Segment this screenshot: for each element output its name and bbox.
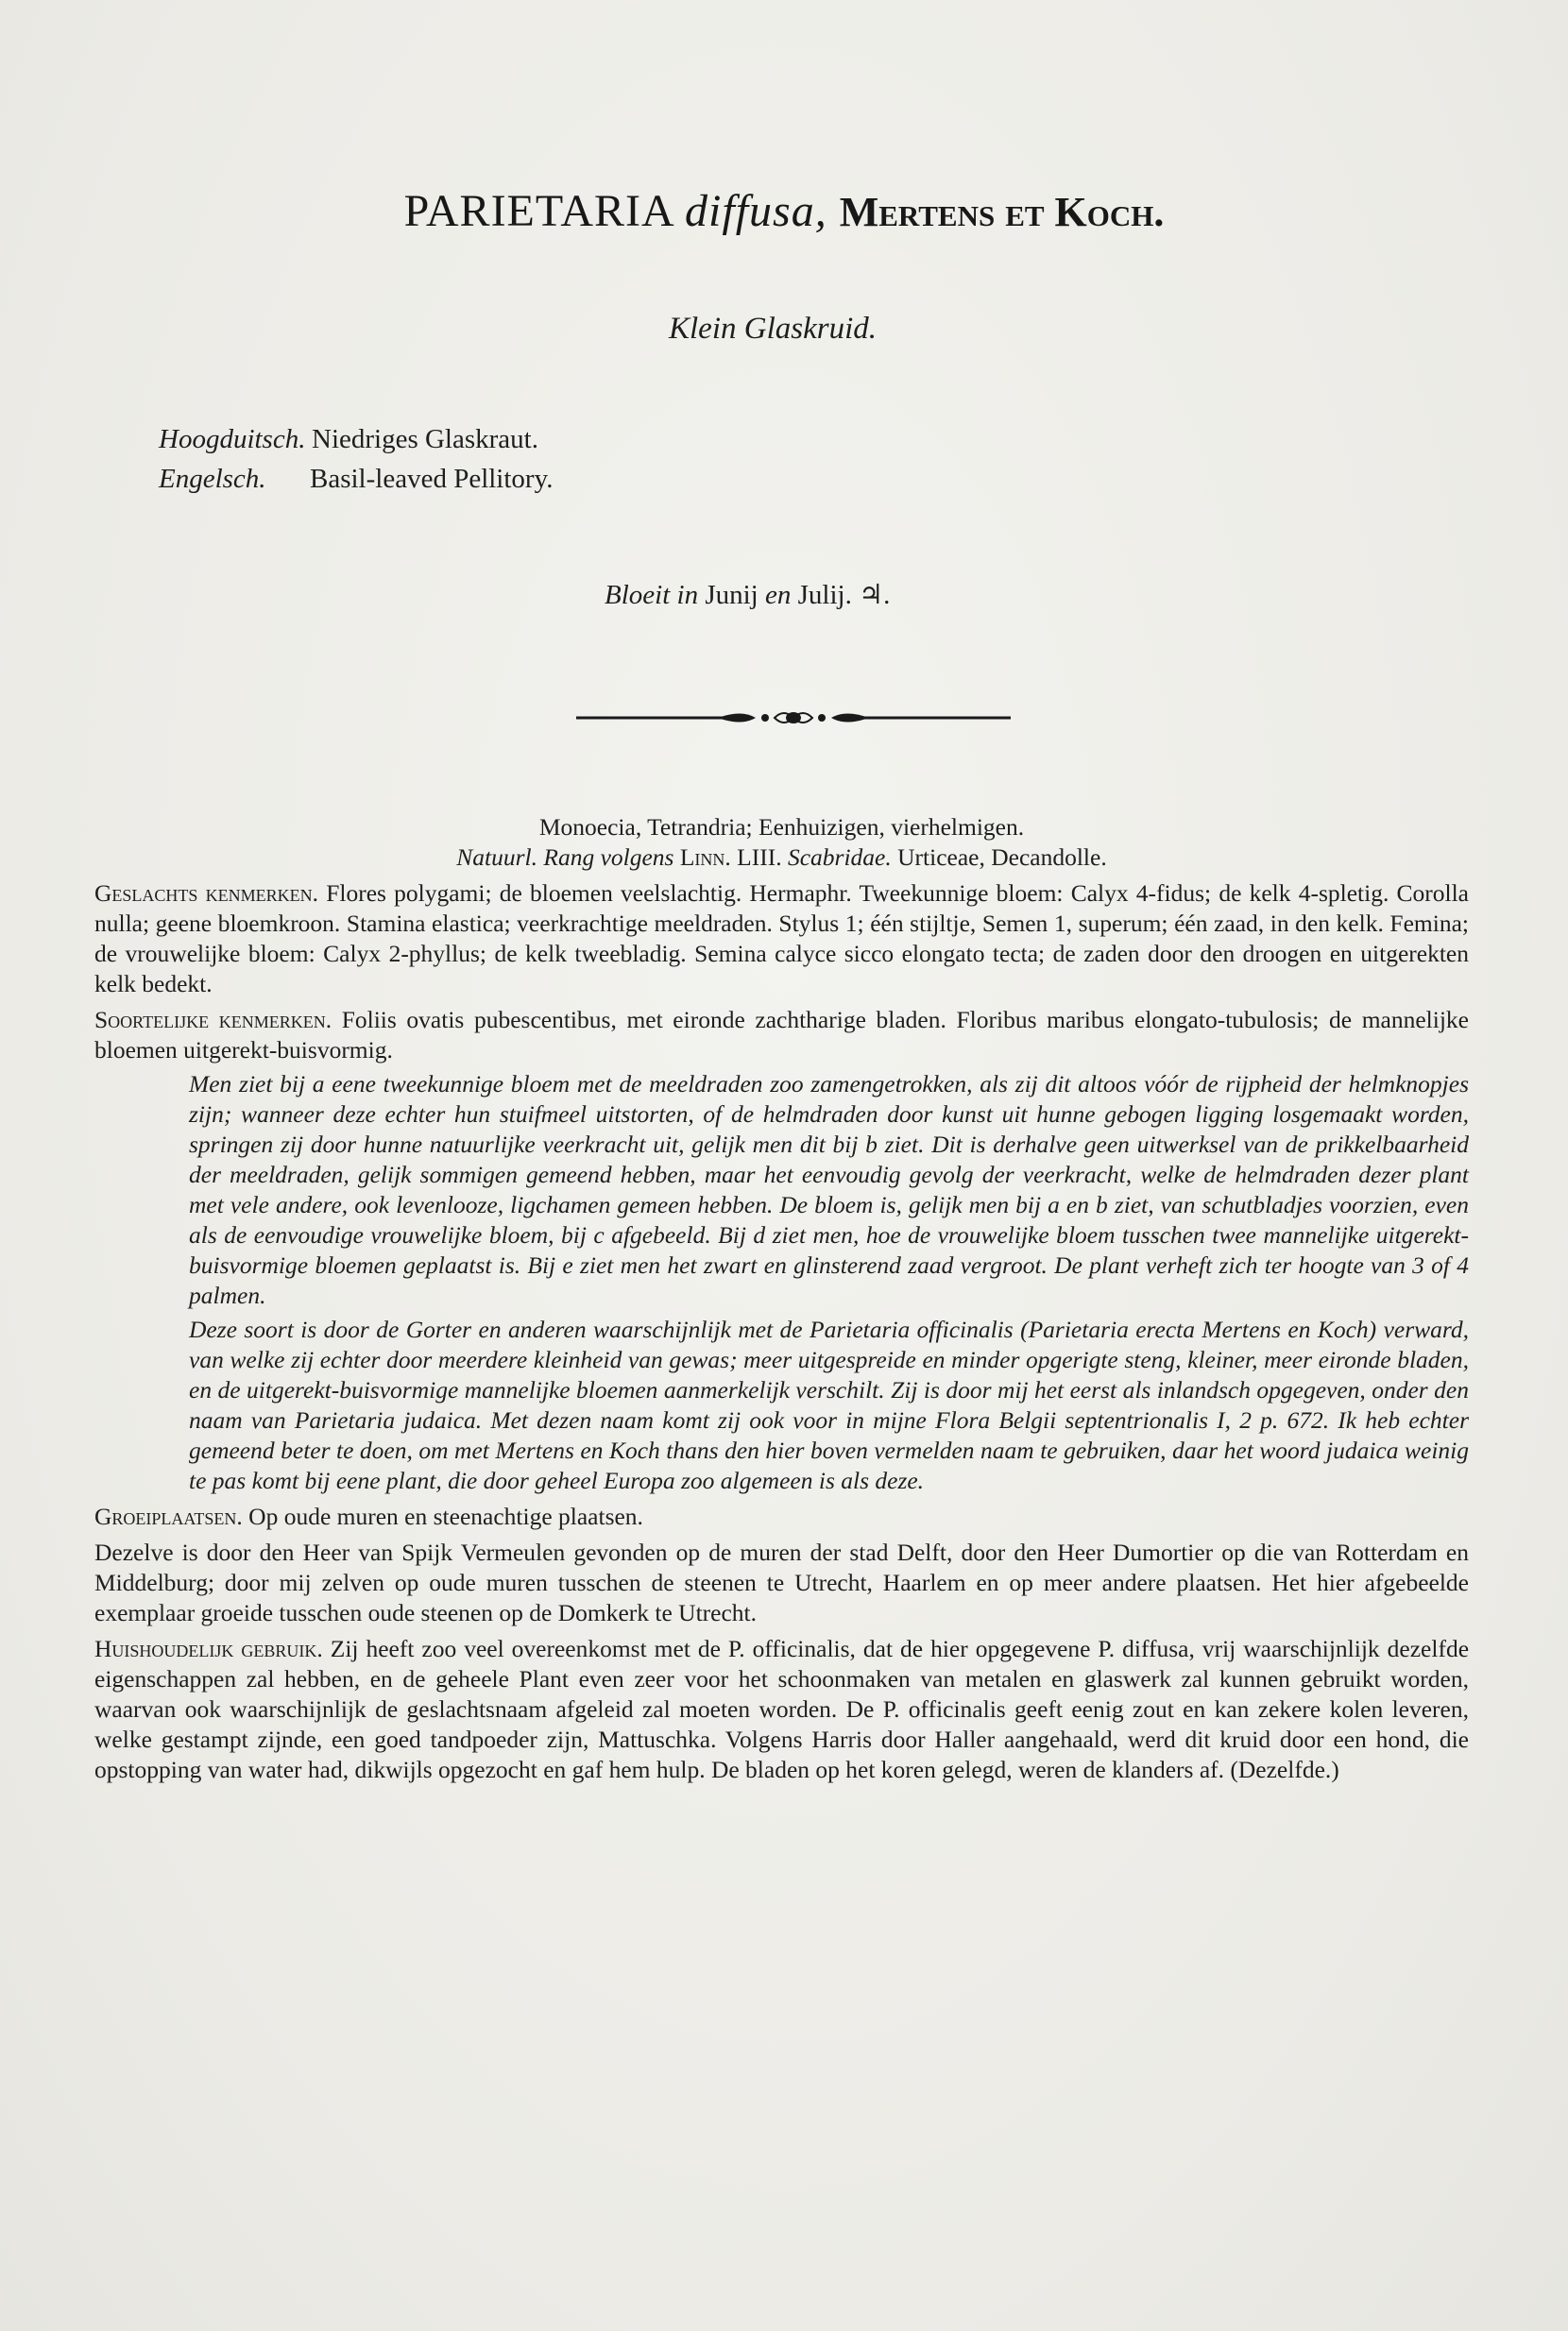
vernacular-names [159, 419, 553, 499]
dutch-name: Klein Glaskruid. [669, 312, 877, 346]
description-body [94, 812, 1469, 1785]
figure-description: Men ziet bij a eene tweekunnige bloem met de meeldraden zoo zamengetrokken, als zij dit altoos vóór de rijpheid der helmknopjes zijn; wanneer deze echter hun stuifmeel uitstorten, of de helmdraden door kunst uit hunne gebogen ligging losgemaakt worden, springen zij door hunne natuurlijke veerkracht uit, gelijk men dit bij b ziet. Dit is derhalve geen uitwerksel van de prikkelbaarheid der meeldraden, gelijk sommigen gemeend hebben, maar het eenvoudig gevolg der veerkracht, welke de helmdraden dezer plant met vele andere, ook levenlooze, ligchamen gemeen hebben. De bloem is, gelijk men bij a en b ziet, van schutbladjes voorzien, even als de eenvoudige vrouwelijke bloem, bij c afgebeeld. Bij d ziet men, hoe de vrouwelijke bloem tusschen twee mannelijke uitgerekt-buisvormige bloemen geplaatst is. Bij e ziet men het zwart en glinsterend zaad vergroot. De plant verheft zich ter hoogte van 3 of 4 palmen. [189, 1070, 1469, 1309]
lang-name: Basil-leaved Pellitory. [310, 464, 554, 494]
bloom-label: Bloeit [605, 580, 671, 610]
lang-name: Niedriges Glaskraut. [312, 424, 538, 454]
section-text: Flores polygami; de bloemen veelslachtig. Hermaphr. Tweekunnige bloem: Calyx 4-fidus; de kelk 4-spletig. Corolla nulla; geene bloemkroon. Stamina elastica; veerkrachtige meeldraden. Stylus 1; één stijltje, Semen 1, superum; één zaad, in den kelk. Femina; de vrouwelijke bloem: Calyx 2-phyllus; de kelk tweebladig. Semina calyce sicco elongato tecta; de zaden door den droogen en uitgerekten kelk bedekt. [94, 879, 1470, 997]
classification-line1: Monoecia, Tetrandria; Eenhuizigen, vierhelmigen. [538, 813, 1025, 841]
localities: Dezelve is door den Heer van Spijk Vermeulen gevonden op de muren der stad Delft, door den Heer Dumortier op die van Rotterdam en Middelburg; door mij zelven op oude muren tusschen de steenen te Utrecht, Haarlem en op meer andere plaatsen. Het hier afgebeelde exemplaar groeide tusschen oude steenen op de Domkerk te Utrecht. [94, 1539, 1469, 1626]
perennial-symbol: ♃. [859, 580, 891, 610]
rank-decandolle: Urticeae, Decandolle. [897, 843, 1107, 871]
bloom-en: en [764, 580, 792, 610]
classification-line2 [94, 842, 1469, 873]
section-heading: Huishoudelijk gebruik. [94, 1635, 323, 1662]
habitat [94, 1502, 1469, 1532]
rank-scabridae: Scabridae. [787, 843, 892, 871]
bloom-in: in [676, 580, 699, 610]
section-heading: Groeiplaatsen. [94, 1503, 243, 1530]
title-authors: Mertens et Koch. [839, 189, 1165, 235]
species-characters [94, 1005, 1469, 1065]
rank-label: Natuurl. Rang volgens [456, 843, 674, 871]
bloom-period [605, 578, 890, 611]
section-heading: Geslachts kenmerken. [94, 879, 318, 907]
title-genus: PARIETARIA [403, 186, 673, 236]
lang-label: Hoogduitsch. [159, 424, 306, 454]
domestic-use [94, 1634, 1469, 1785]
bloom-month2: Julij. [797, 580, 852, 610]
genus-characters [94, 878, 1469, 999]
page-title [0, 185, 1568, 237]
ornament-divider-icon [576, 704, 1011, 732]
name-row-german [159, 419, 553, 459]
section-heading: Soortelijke kenmerken. [94, 1006, 332, 1033]
section-text: Zij heeft zoo veel overeenkomst met de P. officinalis, dat de hier opgegevene P. diffusa, vrij waarschijnlijk dezelfde eigenschappen zal hebben, en de geheele Plant even zeer voor het schoonmaken van metalen en glaswerk zal kunnen gebruikt worden, waarvan ook waarschijnlijk de geslachtsnaam afgeleid zal moeten worden. De P. officinalis geeft eenig zout en kan zekere kolen leveren, welke gestampt zijnde, een goed tandpoeder zijn, Mattuschka. Volgens Harris door Haller aangehaald, werd dit kruid door een hond, die opstopping van water had, dikwijls opgezocht en gaf hem hulp. De bladen op het koren gelegd, weren de klanders af. (Dezelfde.) [94, 1635, 1470, 1783]
rank-linnaeus: Linn. LIII. [679, 843, 782, 871]
section-text: Foliis ovatis pubescentibus, met eironde zachtharige bladen. Floribus maribus elongato-tubulosis; de mannelijke bloemen uitgerekt-buisvormig. [94, 1006, 1469, 1063]
name-row-english [159, 459, 553, 499]
lang-label: Engelsch. [159, 464, 266, 494]
bloom-month1: Junij [705, 580, 758, 610]
title-species: diffusa, [685, 186, 827, 236]
section-text: Op oude muren en steenachtige plaatsen. [248, 1503, 643, 1530]
species-notes: Deze soort is door de Gorter en anderen waarschijnlijk met de Parietaria officinalis (Parietaria erecta Mertens en Koch) verward, van welke zij echter door meerdere kleinheid van gewas; meer uitgespreide en minder opgerigte steng, kleiner, meer eironde bladen, en de uitgerekt-buisvormige mannelijke bloemen aanmerkelijk verschilt. Zij is door mij het eerst als inlandsch opgegeven, onder den naam van Parietaria judaica. Met dezen naam komt zij ook voor in mijne Flora Belgii septentrionalis I, 2 p. 672. Ik heb echter gemeend beter te doen, om met Mertens en Koch thans den hier boven vermelden naam te gebruiken, daar het woord judaica weinig te pas komt bij eene plant, die door geheel Europa zoo algemeen is als deze. [189, 1316, 1469, 1494]
